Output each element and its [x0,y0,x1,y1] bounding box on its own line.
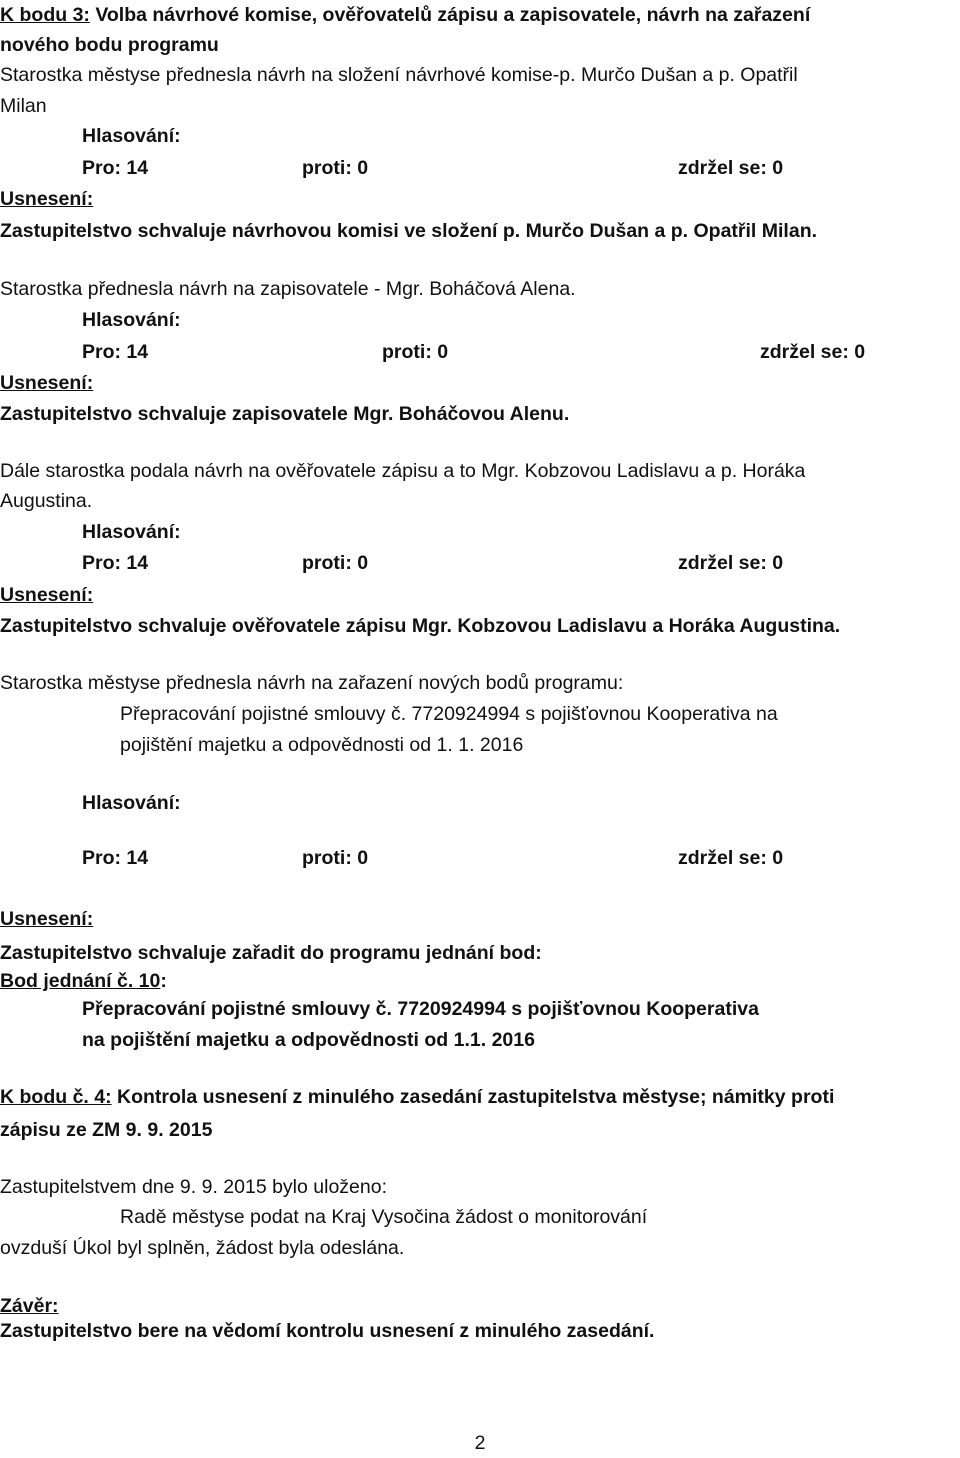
conclusion-text: Zastupitelstvo bere na vědomí kontrolu usnesení z minulého zasedání. [0,1320,655,1342]
new-item-proposal: Starostka městyse přednesla návrh na zařazení nových bodů programu: [0,672,624,694]
vote-heading-1: Hlasování: [82,125,181,147]
bod-jednani-line2: na pojištění majetku a odpovědnosti od 1.1. 2016 [82,1029,535,1051]
section-4-title-line2: zápisu ze ZM 9. 9. 2015 [0,1119,213,1141]
section-4-title-line1: Kontrola usnesení z minulého zasedání zastupitelstva městyse; námitky proti [111,1086,835,1108]
commission-proposal-line1: Starostka městyse přednesla návrh na složení návrhové komise-p. Murčo Dušan a p. Opatřil [0,64,798,86]
conclusion-label: Závěr: [0,1295,59,1317]
vote-proti-3: proti: 0 [302,552,369,574]
vote-pro-1: Pro: 14 [82,157,149,179]
verifiers-resolution: Zastupitelstvo schvaluje ověřovatele zápisu Mgr. Kobzovou Ladislavu a Horáka Augustina. [0,615,841,637]
vote-heading-3: Hlasování: [82,521,181,543]
bod-jednani-heading [0,966,167,996]
verifiers-proposal-line1: Dále starostka podala návrh na ověřovatele zápisu a to Mgr. Kobzovou Ladislavu a p. Horáka [0,460,806,482]
resolution-heading-2: Usnesení: [0,372,94,394]
section-3-title-line1: Volba návrhové komise, ověřovatelů zápisu a zapisovatele, návrh na zařazení [89,4,811,26]
page-number: 2 [474,1432,486,1454]
bod-jednani-colon: : [160,970,167,992]
vote-zdrzel-3: zdržel se: 0 [678,552,784,574]
verifiers-proposal-line2: Augustina. [0,490,93,512]
vote-zdrzel-4: zdržel se: 0 [678,847,784,869]
vote-pro-4: Pro: 14 [82,847,149,869]
resolution-heading-1: Usnesení: [0,188,94,210]
vote-pro-3: Pro: 14 [82,552,149,574]
vote-proti-1: proti: 0 [302,157,369,179]
section-3-label: K bodu 3: [0,4,90,26]
resolution-heading-4: Usnesení: [0,908,94,930]
new-item-line2: pojištění majetku a odpovědnosti od 1. 1. 2016 [120,734,524,756]
bod-jednani-line1: Přepracování pojistné smlouvy č. 7720924994 s pojišťovnou Kooperativa [82,998,759,1020]
stored-task-intro: Zastupitelstvem dne 9. 9. 2015 bylo uloženo: [0,1176,387,1198]
section-3-title-line2: nového bodu programu [0,34,219,56]
vote-proti-4: proti: 0 [302,847,369,869]
clerk-resolution: Zastupitelstvo schvaluje zapisovatele Mgr. Boháčovou Alenu. [0,403,570,425]
vote-zdrzel-1: zdržel se: 0 [678,157,784,179]
bod-jednani-label: Bod jednání č. 10 [0,970,161,992]
vote-proti-2: proti: 0 [382,341,449,363]
vote-heading-4: Hlasování: [82,792,181,814]
clerk-proposal: Starostka přednesla návrh na zapisovatele - Mgr. Boháčová Alena. [0,278,576,300]
vote-pro-2: Pro: 14 [82,341,149,363]
vote-zdrzel-2: zdržel se: 0 [760,341,866,363]
commission-proposal-line2: Milan [0,95,47,117]
section-4-label: K bodu č. 4: [0,1086,112,1108]
commission-resolution: Zastupitelstvo schvaluje návrhovou komisi ve složení p. Murčo Dušan a p. Opatřil Milan. [0,220,818,242]
vote-heading-2: Hlasování: [82,309,181,331]
section-4-heading [0,1082,834,1112]
stored-task-line2: ovzduší Úkol byl splněn, žádost byla odeslána. [0,1237,405,1259]
stored-task-line1: Radě městyse podat na Kraj Vysočina žádost o monitorování [120,1206,648,1228]
resolution-heading-3: Usnesení: [0,584,94,606]
new-item-line1: Přepracování pojistné smlouvy č. 7720924994 s pojišťovnou Kooperativa na [120,703,778,725]
new-item-resolution: Zastupitelstvo schvaluje zařadit do programu jednání bod: [0,942,542,964]
section-3-heading [0,0,810,30]
